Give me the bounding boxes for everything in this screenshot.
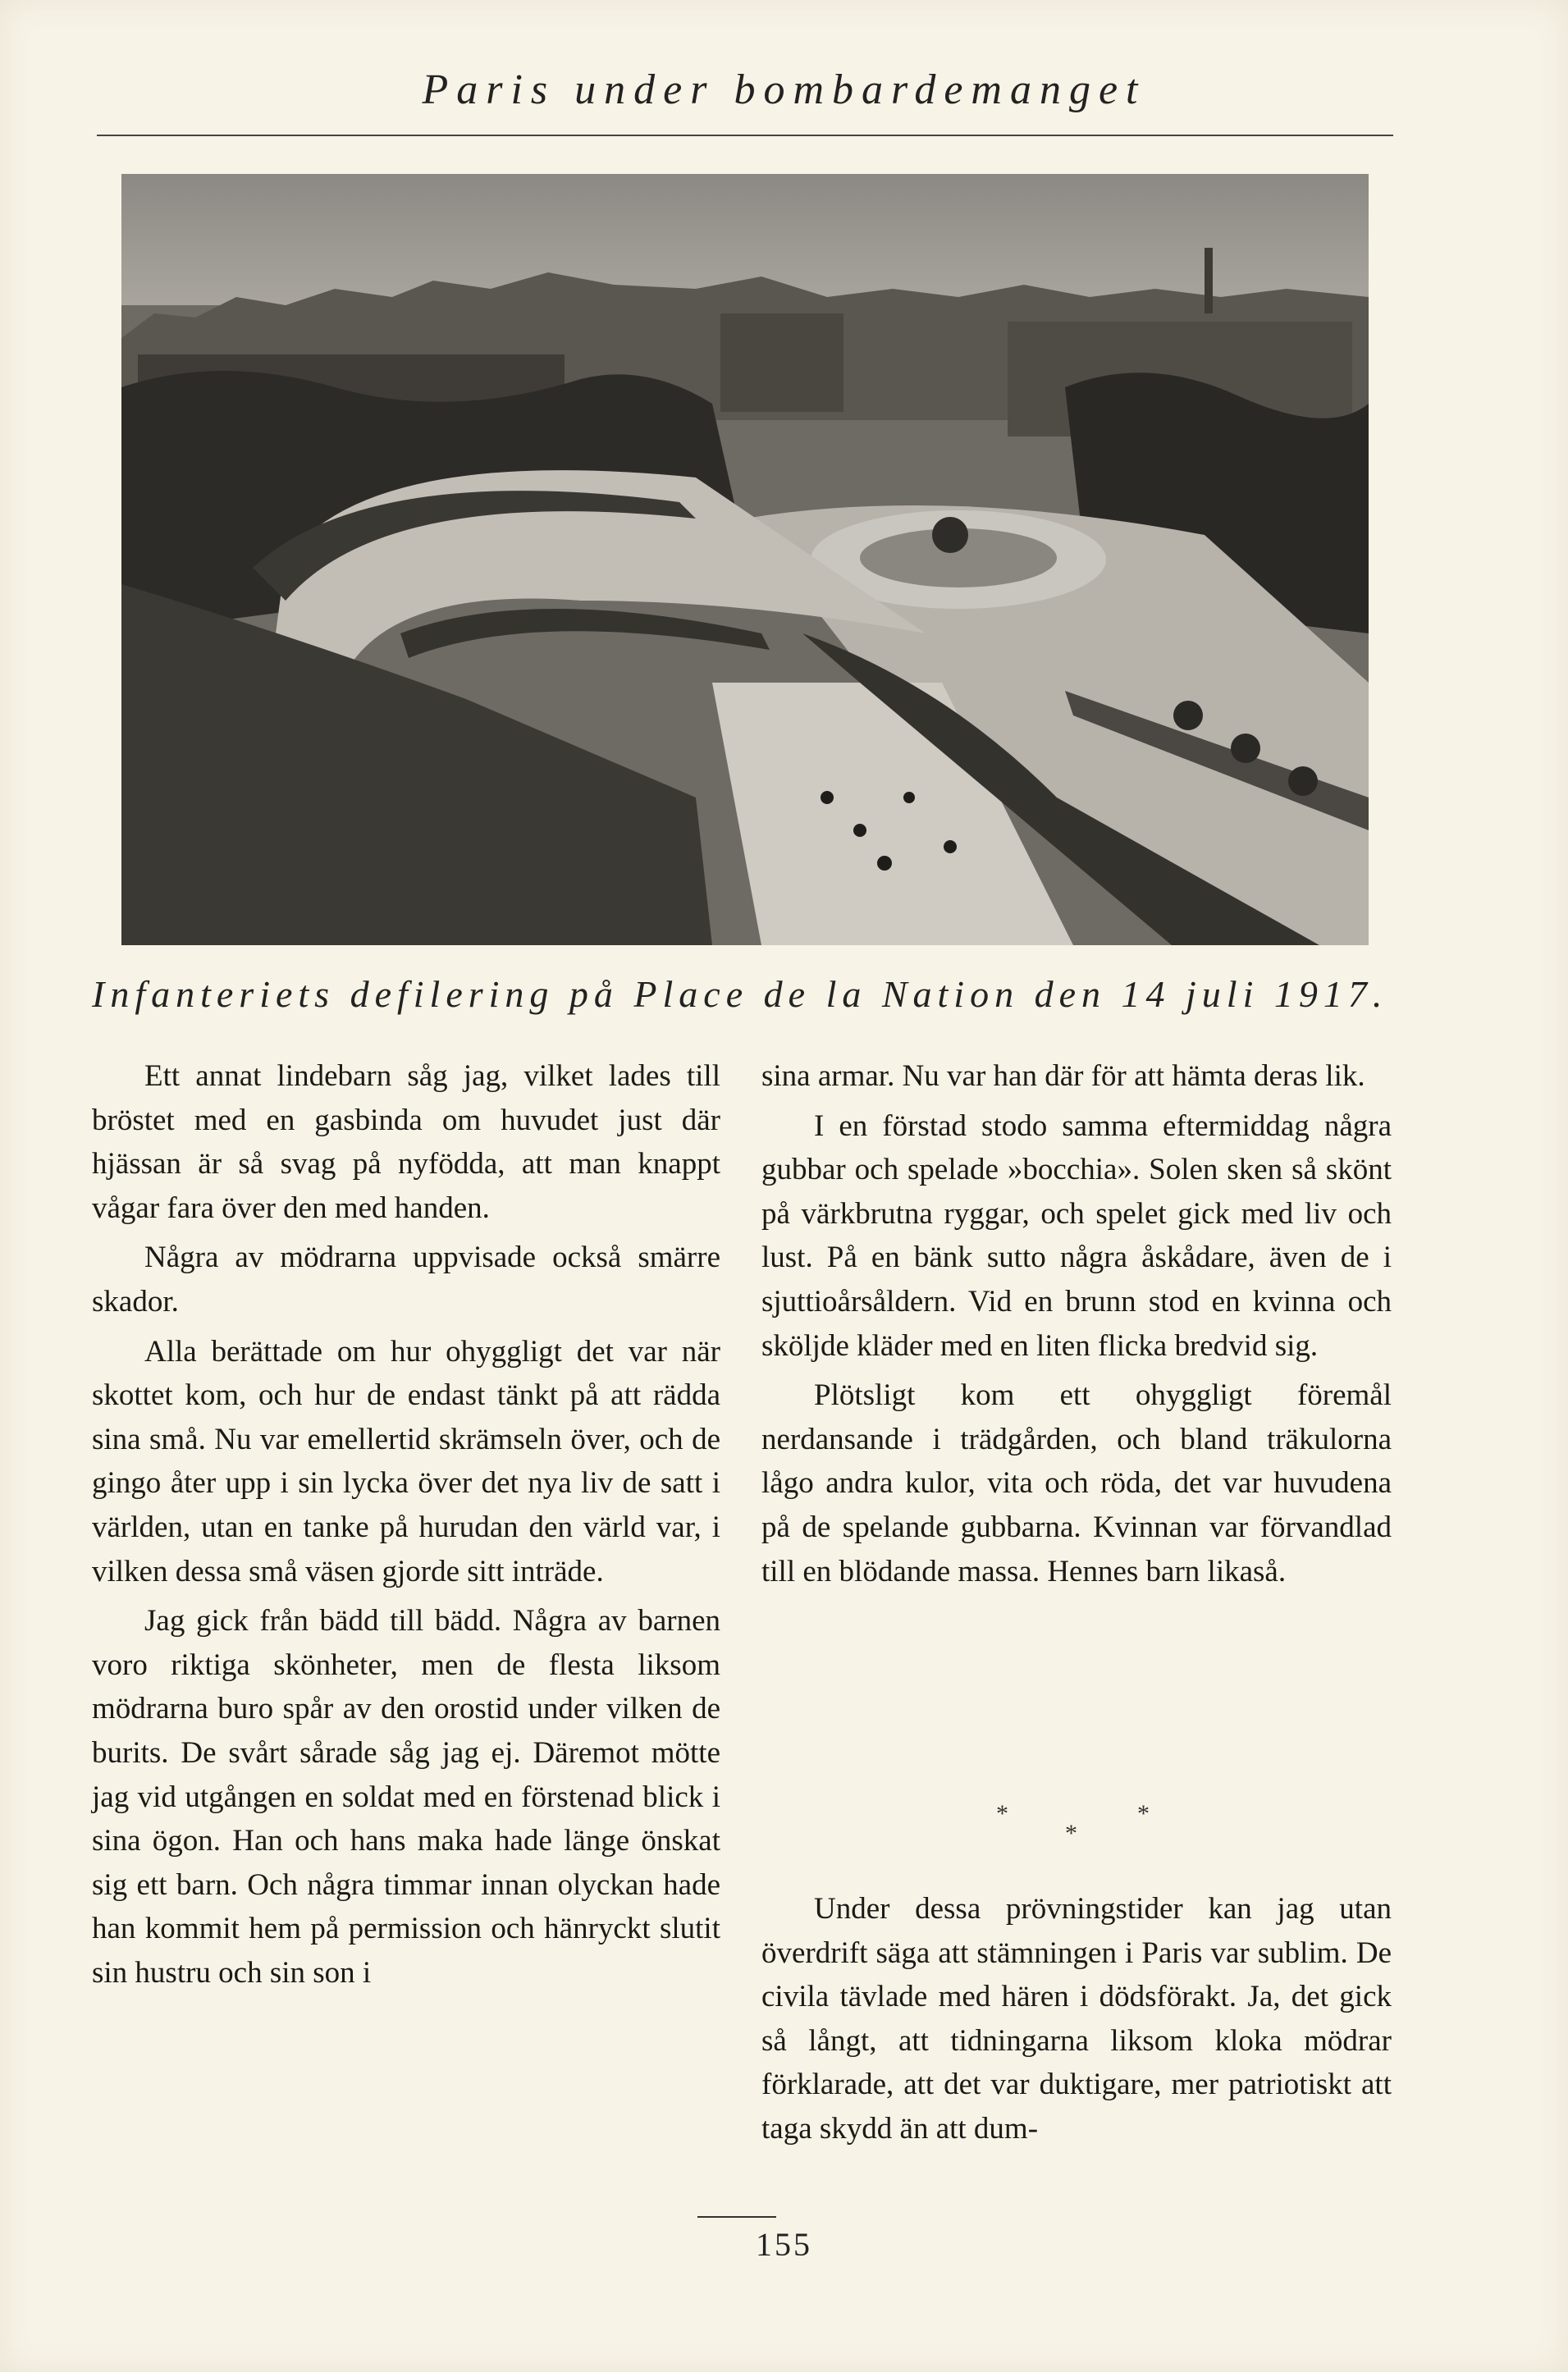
running-head: Paris under bombardemanget [422,66,1146,113]
paragraph: Plötsligt kom ett ohyggligt föremål nerdansande i trädgården, och bland träkulorna lågo andra kulor, vita och röda, det var huvudena på de spelande gubbarna. Kvinnan var förvandlad till en blödande massa. Hennes barn likaså. [761,1378,1392,1588]
asterisk: * [1065,1820,1077,1847]
paragraph-continuation: sina armar. Nu var han där för att hämta deras lik. [761,1059,1365,1093]
paragraph: Jag gick från bädd till bädd. Några av barnen voro riktiga skönheter, men de flesta liksom mödrarna buro spår av den orostid under vilken de burits. De svårt sårade såg jag ej. Däremot mötte jag vid utgången en soldat med en förstenad blick i sina ögon. Han och hans maka hade länge önskat sig ett barn. Och några timmar innan olyckan hade han kommit hem på permission och hänryckt slutit sin hustru och sin son i [92,1604,720,1990]
left-text-column [92,1054,720,1995]
header-rule [97,135,1393,136]
section-break-asterism [761,1800,1392,1866]
paragraph: Några av mödrarna uppvisade också smärre skador. [92,1241,720,1319]
right-text-column [761,1054,1392,1593]
parade-photograph [121,174,1369,945]
paragraph: Under dessa prövningstider kan jag utan överdrift säga att stämningen i Paris var sublim. De civila tävlade med hären i dödsförakt. Ja, det gick så långt, att tidningarna liksom kloka mödrar förklarade, att det var duktigare, mer patriotiskt att taga skydd än att dum- [761,1892,1392,2146]
asterisk: * [1137,1800,1150,1827]
paragraph: Alla berättade om hur ohyggligt det var när skottet kom, och hur de endast tänkt på att rädda sina små. Nu var emellertid skrämseln över, och de gingo åter upp i sin lycka över det nya liv de satt i världen, utan en tanke på hurudan den värld var, i vilken dessa små väsen gjorde sitt inträde. [92,1334,720,1588]
folio-rule [697,2216,776,2218]
figure-caption: Infanteriets defilering på Place de la Nation den 14 juli 1917. [92,973,1388,1015]
right-text-column-lower [761,1887,1392,2151]
photo-illustration [121,174,1369,945]
asterisk: * [996,1800,1008,1827]
page-number: 155 [756,2226,812,2263]
paragraph: Ett annat lindebarn såg jag, vilket lades till bröstet med en gasbinda om huvudet just där hjässan är så svag på nyfödda, att man knappt vågar fara över den med handen. [92,1059,720,1225]
paragraph: I en förstad stodo samma eftermiddag några gubbar och spelade »bocchia». Solen sken så skönt på värkbrutna ryggar, och spelet gick med liv och lust. På en bänk sutto några åskådare, även de i sjuttioårsåldern. Vid en brunn stod en kvinna och sköljde kläder med en liten flicka bredvid sig. [761,1108,1392,1363]
